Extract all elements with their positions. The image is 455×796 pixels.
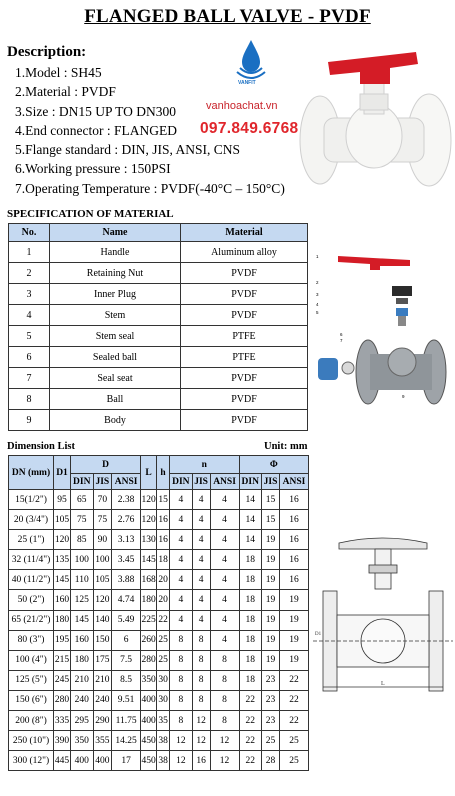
dim-header-dn: DN (mm) (9, 456, 54, 490)
dim-cell: 25 (157, 630, 170, 650)
dim-cell: 6 (112, 630, 141, 650)
dim-cell: 22 (239, 731, 262, 751)
callout-number: 9 (402, 394, 405, 399)
dim-cell: 8 (192, 690, 210, 710)
dimension-unit: Unit: mm (264, 441, 308, 452)
dim-cell: 215 (54, 650, 71, 670)
dim-cell: 16 (157, 530, 170, 550)
spec-header-material: Material (181, 224, 308, 242)
dim-cell: 2.38 (112, 490, 141, 510)
dim-cell: 245 (54, 670, 71, 690)
dim-cell: 22 (157, 610, 170, 630)
table-row (9, 530, 309, 550)
dim-cell: 180 (141, 590, 157, 610)
spec-no-cell: 4 (9, 305, 50, 326)
table-row (9, 326, 308, 347)
exploded-view-icon (310, 250, 454, 410)
dim-cell: 30 (157, 670, 170, 690)
dim-cell: 19 (262, 590, 280, 610)
table-row (9, 242, 308, 263)
table-row (9, 368, 308, 389)
dim-cell: 90 (93, 530, 112, 550)
spec-name-cell: Body (50, 410, 181, 431)
dim-cell: 85 (71, 530, 94, 550)
dim-cell: 150 (6") (9, 690, 54, 710)
website-link[interactable]: vanhoachat.vn (206, 100, 278, 112)
dim-cell: 4 (192, 550, 210, 570)
dim-cell: 5.49 (112, 610, 141, 630)
spec-material-cell: PVDF (181, 368, 308, 389)
dim-header-phi: Φ (239, 456, 308, 474)
spec-name-cell: Inner Plug (50, 284, 181, 305)
description-item: 3.Size : DN15 UP TO DN300 (15, 103, 177, 119)
spec-name-cell: Stem seal (50, 326, 181, 347)
section-drawing-icon (313, 535, 453, 695)
dim-sub-jis: JIS (192, 474, 210, 490)
dim-cell: 19 (280, 650, 309, 670)
dim-cell: 160 (71, 630, 94, 650)
dim-cell: 35 (157, 711, 170, 731)
dim-cell: 20 (3/4") (9, 510, 54, 530)
dim-cell: 12 (170, 751, 193, 771)
dim-cell: 17 (112, 751, 141, 771)
table-row (9, 490, 309, 510)
dim-cell: 19 (262, 550, 280, 570)
dim-cell: 15(1/2") (9, 490, 54, 510)
dim-sub-din: DIN (239, 474, 262, 490)
dim-cell: 120 (93, 590, 112, 610)
dim-cell: 23 (262, 690, 280, 710)
spec-name-cell: Ball (50, 389, 181, 410)
dim-cell: 25 (262, 731, 280, 751)
dim-cell: 25 (280, 751, 309, 771)
table-row (9, 690, 309, 710)
dim-cell: 32 (11/4") (9, 550, 54, 570)
dim-cell: 4 (192, 590, 210, 610)
dim-cell: 200 (8") (9, 711, 54, 731)
description-item: 6.Working pressure : 150PSI (15, 161, 171, 177)
callout-number: 7 (340, 338, 343, 343)
dim-cell: 19 (280, 630, 309, 650)
dim-cell: 120 (54, 530, 71, 550)
dim-cell: 120 (141, 510, 157, 530)
dim-cell: 8 (210, 690, 239, 710)
dim-cell: 280 (54, 690, 71, 710)
dim-header-h: h (157, 456, 170, 490)
spec-header-name: Name (50, 224, 181, 242)
dim-header-l: L (141, 456, 157, 490)
dim-cell: 20 (157, 570, 170, 590)
dim-cell: 18 (239, 590, 262, 610)
dim-cell: 75 (93, 510, 112, 530)
dim-cell: 25 (280, 731, 309, 751)
table-row (9, 284, 308, 305)
dimension-heading: Dimension List (7, 441, 75, 452)
dim-cell: 450 (141, 751, 157, 771)
dim-cell: 400 (71, 751, 94, 771)
dim-cell: 4 (170, 550, 193, 570)
dim-cell: 4 (192, 510, 210, 530)
table-row (9, 570, 309, 590)
dim-cell: 15 (262, 490, 280, 510)
dim-cell: 20 (157, 590, 170, 610)
dim-cell: 4 (210, 490, 239, 510)
dim-cell: 19 (280, 590, 309, 610)
dim-cell: 18 (239, 610, 262, 630)
dim-header-d1: D1 (54, 456, 71, 490)
dim-cell: 175 (93, 650, 112, 670)
dim-cell: 400 (141, 711, 157, 731)
table-row (9, 711, 309, 731)
dim-cell: 19 (280, 610, 309, 630)
dim-cell: 11.75 (112, 711, 141, 731)
description-item: 4.End connector : FLANGED (15, 122, 177, 138)
dim-cell: 23 (262, 670, 280, 690)
dim-cell: 240 (71, 690, 94, 710)
drawing-label-d1: D1 (315, 632, 322, 637)
description-item: 2.Material : PVDF (15, 84, 116, 100)
dim-cell: 70 (93, 490, 112, 510)
spec-material-cell: PVDF (181, 284, 308, 305)
table-row (9, 550, 309, 570)
dim-cell: 4 (210, 570, 239, 590)
dim-cell: 180 (71, 650, 94, 670)
dim-cell: 3.13 (112, 530, 141, 550)
callout-number: 3 (316, 292, 319, 297)
dim-cell: 145 (141, 550, 157, 570)
dim-cell: 19 (262, 570, 280, 590)
dimension-table (8, 455, 309, 771)
dim-cell: 355 (93, 731, 112, 751)
dim-cell: 400 (141, 690, 157, 710)
spec-material-cell: PVDF (181, 389, 308, 410)
dim-cell: 8 (170, 650, 193, 670)
spec-no-cell: 3 (9, 284, 50, 305)
dim-cell: 290 (93, 711, 112, 731)
dim-cell: 16 (280, 570, 309, 590)
dim-cell: 195 (54, 630, 71, 650)
dim-cell: 8 (192, 630, 210, 650)
spec-material-cell: Aluminum alloy (181, 242, 308, 263)
dim-cell: 250 (10") (9, 731, 54, 751)
dim-cell: 14.25 (112, 731, 141, 751)
dim-cell: 7.5 (112, 650, 141, 670)
dim-cell: 12 (210, 751, 239, 771)
dim-cell: 25 (1") (9, 530, 54, 550)
dim-cell: 12 (192, 731, 210, 751)
dim-cell: 150 (93, 630, 112, 650)
dim-cell: 4 (210, 590, 239, 610)
dim-cell: 350 (71, 731, 94, 751)
dim-cell: 100 (93, 550, 112, 570)
dim-cell: 125 (71, 590, 94, 610)
spec-heading: SPECIFICATION OF MATERIAL (7, 208, 174, 220)
dim-cell: 4 (192, 490, 210, 510)
dim-cell: 100 (4") (9, 650, 54, 670)
dim-cell: 3.45 (112, 550, 141, 570)
dim-cell: 8 (170, 670, 193, 690)
dim-cell: 8 (170, 690, 193, 710)
spec-name-cell: Sealed ball (50, 347, 181, 368)
dim-cell: 30 (157, 690, 170, 710)
dim-cell: 335 (54, 711, 71, 731)
spec-material-cell: PVDF (181, 410, 308, 431)
spec-header-no: No. (9, 224, 50, 242)
dim-cell: 25 (157, 650, 170, 670)
dim-cell: 8 (170, 711, 193, 731)
dim-cell: 4 (170, 610, 193, 630)
dim-cell: 450 (141, 731, 157, 751)
table-row (9, 650, 309, 670)
dim-cell: 145 (71, 610, 94, 630)
dim-cell: 3.88 (112, 570, 141, 590)
dim-cell: 140 (93, 610, 112, 630)
dim-cell: 8 (170, 630, 193, 650)
dim-cell: 4 (170, 590, 193, 610)
dim-cell: 4 (170, 490, 193, 510)
dim-header-n: n (170, 456, 239, 474)
dim-cell: 16 (280, 530, 309, 550)
dim-cell: 19 (262, 630, 280, 650)
spec-table (8, 223, 308, 431)
dim-cell: 8 (210, 711, 239, 731)
spec-material-cell: PTFE (181, 347, 308, 368)
dim-cell: 18 (239, 630, 262, 650)
table-row (9, 410, 308, 431)
spec-name-cell: Retaining Nut (50, 263, 181, 284)
table-row (9, 389, 308, 410)
dim-cell: 8.5 (112, 670, 141, 690)
spec-no-cell: 5 (9, 326, 50, 347)
dim-cell: 210 (93, 670, 112, 690)
dim-cell: 19 (262, 650, 280, 670)
spec-no-cell: 6 (9, 347, 50, 368)
spec-material-cell: PVDF (181, 305, 308, 326)
callout-number: 6 (340, 332, 343, 337)
dim-cell: 240 (93, 690, 112, 710)
dim-cell: 445 (54, 751, 71, 771)
dim-cell: 80 (3") (9, 630, 54, 650)
dim-cell: 130 (141, 530, 157, 550)
dim-cell: 95 (54, 490, 71, 510)
dim-cell: 4 (170, 570, 193, 590)
dim-cell: 18 (239, 570, 262, 590)
spec-no-cell: 8 (9, 389, 50, 410)
dim-cell: 4 (210, 610, 239, 630)
description-item: 5.Flange standard : DIN, JIS, ANSI, CNS (15, 142, 240, 158)
dim-cell: 280 (141, 650, 157, 670)
table-row (9, 731, 309, 751)
table-row (9, 630, 309, 650)
dim-cell: 14 (239, 490, 262, 510)
dim-cell: 105 (93, 570, 112, 590)
dim-cell: 40 (11/2") (9, 570, 54, 590)
dim-cell: 8 (192, 650, 210, 670)
page-title: FLANGED BALL VALVE - PVDF (84, 6, 371, 27)
spec-name-cell: Stem (50, 305, 181, 326)
dim-cell: 260 (141, 630, 157, 650)
dim-cell: 18 (239, 670, 262, 690)
dim-sub-ansi: ANSI (210, 474, 239, 490)
dim-cell: 23 (262, 711, 280, 731)
spec-name-cell: Handle (50, 242, 181, 263)
dim-cell: 4 (210, 510, 239, 530)
callout-number: 1 (316, 254, 319, 259)
dim-cell: 8 (192, 670, 210, 690)
dim-cell: 145 (54, 570, 71, 590)
dim-cell: 9.51 (112, 690, 141, 710)
table-row (9, 610, 309, 630)
dim-cell: 300 (12") (9, 751, 54, 771)
dim-cell: 295 (71, 711, 94, 731)
vanfit-logo-icon (234, 38, 268, 82)
dim-cell: 22 (280, 670, 309, 690)
dim-cell: 4 (170, 510, 193, 530)
table-row (9, 347, 308, 368)
valve-photo-icon (294, 40, 454, 190)
table-row (9, 751, 309, 771)
dim-cell: 350 (141, 670, 157, 690)
dim-cell: 22 (239, 711, 262, 731)
dim-cell: 28 (262, 751, 280, 771)
dim-cell: 4 (210, 550, 239, 570)
dim-cell: 4.74 (112, 590, 141, 610)
dim-sub-din: DIN (170, 474, 193, 490)
dim-cell: 22 (239, 690, 262, 710)
description-item: 7.Operating Temperature : PVDF(-40°C – 150°C) (15, 180, 285, 196)
dim-cell: 2.76 (112, 510, 141, 530)
dim-cell: 75 (71, 510, 94, 530)
dim-cell: 15 (157, 490, 170, 510)
spec-material-cell: PVDF (181, 263, 308, 284)
dim-cell: 38 (157, 731, 170, 751)
dim-cell: 125 (5") (9, 670, 54, 690)
dim-cell: 12 (210, 731, 239, 751)
dim-cell: 19 (262, 530, 280, 550)
drawing-label-l: L (381, 681, 385, 687)
dim-cell: 8 (210, 670, 239, 690)
dim-cell: 180 (54, 610, 71, 630)
dim-cell: 18 (239, 650, 262, 670)
dim-cell: 12 (170, 731, 193, 751)
dim-cell: 38 (157, 751, 170, 771)
callout-number: 4 (316, 302, 319, 307)
dim-cell: 14 (239, 510, 262, 530)
phone-number: 097.849.6768 (200, 120, 299, 137)
dim-header-d: D (71, 456, 141, 474)
dim-cell: 120 (141, 490, 157, 510)
dim-cell: 16 (192, 751, 210, 771)
dim-cell: 160 (54, 590, 71, 610)
dim-sub-jis: JIS (93, 474, 112, 490)
callout-number: 2 (316, 280, 319, 285)
dim-cell: 16 (280, 550, 309, 570)
spec-name-cell: Seal seat (50, 368, 181, 389)
dim-cell: 4 (192, 530, 210, 550)
dim-cell: 110 (71, 570, 94, 590)
dim-cell: 8 (210, 650, 239, 670)
dim-cell: 22 (280, 711, 309, 731)
dim-cell: 12 (192, 711, 210, 731)
logo-text: VANFIT (238, 80, 256, 86)
spec-material-cell: PTFE (181, 326, 308, 347)
dim-cell: 390 (54, 731, 71, 751)
dim-cell: 65 (71, 490, 94, 510)
dim-cell: 400 (93, 751, 112, 771)
dim-cell: 65 (21/2") (9, 610, 54, 630)
dim-cell: 22 (280, 690, 309, 710)
table-row (9, 305, 308, 326)
dim-cell: 4 (192, 610, 210, 630)
dim-cell: 4 (170, 530, 193, 550)
dim-cell: 16 (157, 510, 170, 530)
table-row (9, 590, 309, 610)
dim-cell: 19 (262, 610, 280, 630)
spec-no-cell: 2 (9, 263, 50, 284)
dim-cell: 100 (71, 550, 94, 570)
dim-cell: 168 (141, 570, 157, 590)
dim-cell: 16 (280, 510, 309, 530)
dim-cell: 22 (239, 751, 262, 771)
dim-cell: 4 (210, 630, 239, 650)
dim-cell: 18 (157, 550, 170, 570)
dim-cell: 14 (239, 530, 262, 550)
dim-sub-ansi: ANSI (112, 474, 141, 490)
dim-cell: 210 (71, 670, 94, 690)
dim-cell: 4 (192, 570, 210, 590)
dim-sub-ansi: ANSI (280, 474, 309, 490)
dim-sub-din: DIN (71, 474, 94, 490)
spec-no-cell: 7 (9, 368, 50, 389)
dim-cell: 15 (262, 510, 280, 530)
dim-cell: 4 (210, 530, 239, 550)
spec-no-cell: 1 (9, 242, 50, 263)
dim-cell: 225 (141, 610, 157, 630)
dim-cell: 135 (54, 550, 71, 570)
table-row (9, 263, 308, 284)
spec-no-cell: 9 (9, 410, 50, 431)
dim-cell: 18 (239, 550, 262, 570)
dim-cell: 105 (54, 510, 71, 530)
table-row (9, 670, 309, 690)
table-row (9, 510, 309, 530)
description-item: 1.Model : SH45 (15, 65, 102, 80)
dim-sub-jis: JIS (262, 474, 280, 490)
callout-number: 5 (316, 310, 319, 315)
dim-cell: 50 (2") (9, 590, 54, 610)
description-heading: Description: (7, 44, 87, 60)
dim-cell: 16 (280, 490, 309, 510)
